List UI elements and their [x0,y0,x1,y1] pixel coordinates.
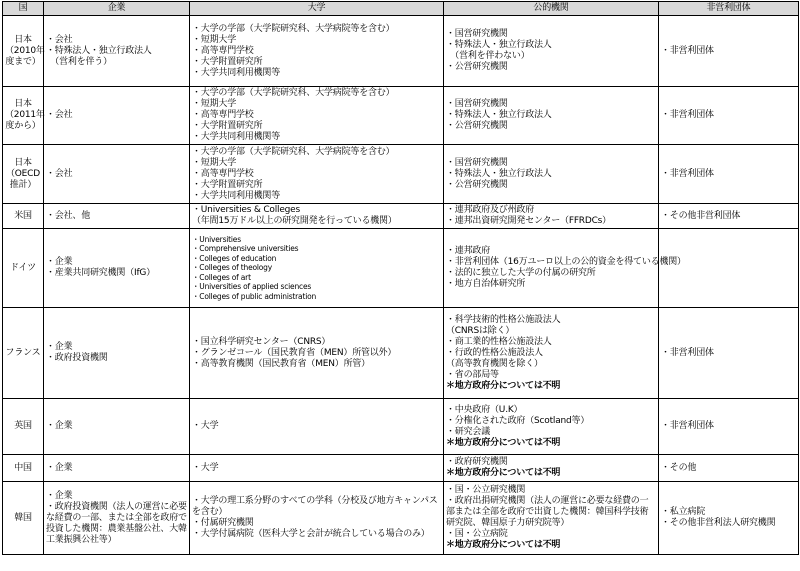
list-item: ・特殊法人・独立行政法人 [46,45,152,56]
country-cell [3,204,44,229]
list-item: ・大学 [192,462,219,473]
public-cell [444,87,659,145]
list-item: ・会社 [46,168,73,179]
list-item: ・大学附置研究所 [192,121,263,131]
public-note: ＊地方政府分については不明 [446,380,561,391]
list-item: ・Colleges of theology [192,263,272,273]
list-item: ・大学の学部（大学院研究科、大学病院等を含む） [192,146,395,157]
list-item: ・会社 [46,110,73,120]
public-cell [444,399,659,455]
list-item: ・Universities & Colleges [192,205,301,215]
list-item: ・特殊法人・独立行政法人 [446,110,552,120]
nonprofit-cell [659,16,799,87]
public-note: ＊地方政府分については不明 [446,540,561,550]
country-cell [3,87,44,145]
list-item: ・産業共同研究機関（IfG） [46,268,155,278]
list-item: （営利を伴う） [46,56,112,67]
list-item: ・法的に独立した大学の付属の研究所 [446,268,596,278]
list-item: ・連邦政府及び州政府 [446,205,535,215]
table-row [3,16,799,87]
list-item: ・Universities [192,234,241,244]
rd-sector-comparison-table [2,1,799,555]
header-public: 公的機関 [444,2,659,16]
list-item: ・企業 [46,421,73,431]
list-item: ・大学附置研究所 [192,179,263,190]
list-item: ・高等専門学校 [192,168,254,179]
list-item: （年間15万ドル以上の研究開発を行っている機関） [192,216,397,226]
list-item: ・大学付属病院（医科大学と会計が統合している場合のみ） [192,529,430,539]
university-cell [190,204,444,229]
public-cell [444,204,659,229]
list-item: ・分権化された政府（Scotland等） [446,415,590,426]
country-text: （OECD [6,168,40,179]
list-item: ・Colleges of public administration [192,291,317,301]
list-item: ・グランゼコール（国民教育省（MEN）所管以外） [192,347,397,358]
list-item: ・公営研究機関 [446,121,508,131]
list-item: ・大学の学部（大学院研究科、大学病院等を含む） [192,23,395,34]
country-text: 日本 [14,34,32,45]
country-text: ドイツ [10,262,36,273]
list-item: ・中央政府（U.K） [446,404,523,415]
list-item: ・Colleges of art [192,272,251,282]
list-item: ・大学附置研究所 [192,56,263,67]
list-item: ・付属研究機関 [192,518,254,528]
country-text: 米国 [14,210,32,221]
list-item: ・非営利団体 [661,45,714,56]
list-item: ・国・公立病院 [446,529,508,539]
public-cell [444,145,659,204]
list-item: ・短期大学 [192,99,237,109]
list-item: ・政府投資機関 [46,353,108,363]
list-item: ・科学技術的性格公施設法人 [446,314,561,325]
list-item: ・その他非営利団体 [661,210,741,221]
public-cell [444,16,659,87]
list-item: ・その他非営利法人研究機関 [661,518,776,528]
list-item: ・高等専門学校 [192,110,254,120]
list-item: ・高等教育機関（国民教育省（MEN）所管） [192,358,370,369]
list-item: ・連邦出資研究開発センター（FFRDCs） [446,216,611,226]
list-item: ・国営研究機関 [446,157,508,168]
table-row [3,482,799,555]
list-item: ・短期大学 [192,157,237,168]
public-cell [444,308,659,399]
list-item: （高等教育機関を除く） [446,358,543,369]
table-row [3,229,799,308]
list-item: ・大学の学部（大学院研究科、大学病院等を含む） [192,88,395,98]
public-cell [444,482,659,555]
list-item: ・地方自治体研究所 [446,279,526,289]
university-cell [190,399,444,455]
list-item: ・Colleges of education [192,253,277,263]
nonprofit-cell [659,204,799,229]
university-cell [190,229,444,308]
nonprofit-cell [659,455,799,482]
company-cell [44,399,190,455]
country-cell [3,399,44,455]
company-cell [44,308,190,399]
company-cell [44,482,190,555]
list-item: ・国・公立研究機関 [446,485,526,495]
list-item: ・国営研究機関 [446,29,508,39]
list-item: ・非営利団体（16万ユーロ以上の公的資金を得ている機関） [446,257,686,267]
company-cell [44,229,190,308]
country-cell [3,308,44,399]
list-item: ・企業 [46,257,73,267]
list-item: ・特殊法人・独立行政法人 [446,168,552,179]
list-item: ・企業 [46,462,73,473]
list-item: ・特殊法人・独立行政法人 [446,40,552,50]
list-item: ・非営利団体 [661,168,714,179]
country-text: （2010年 [5,45,45,56]
university-cell [190,455,444,482]
list-item: ・大学共同利用機関等 [192,132,281,142]
nonprofit-cell [659,482,799,555]
country-cell [3,482,44,555]
header-nonprofit: 非営利団体 [659,2,799,16]
list-item: ・会社 [46,34,73,45]
university-cell [190,16,444,87]
public-note: ＊地方政府分については不明 [446,468,561,478]
public-cell [444,229,686,308]
table-row [3,204,799,229]
table-row [3,399,799,455]
list-item: ・商工業的性格公施設法人 [446,336,552,347]
country-text: 度まで） [5,56,41,67]
list-item: ・大学 [192,421,219,431]
list-item: ・国営研究機関 [446,99,508,109]
list-item: ・企業 [46,342,73,352]
list-item: ・研究会議 [446,426,491,437]
list-item: ・国立科学研究センター（CNRS） [192,336,331,347]
list-item: ・省の部局等 [446,369,499,380]
header-company: 企業 [44,2,190,16]
list-item: ・政府研究機関 [446,457,508,467]
nonprofit-cell [659,229,799,308]
list-item: ・高等専門学校 [192,45,254,56]
table-row [3,455,799,482]
table-row [3,145,799,204]
country-text: フランス [5,347,41,358]
company-cell [44,204,190,229]
country-text: 日本 [14,157,32,168]
company-cell [44,16,190,87]
list-item: ・私立病院 [661,507,706,517]
nonprofit-cell [659,308,799,399]
list-item: ・大学共同利用機関等 [192,190,281,201]
company-cell [44,145,190,204]
list-item: ・企業 [46,490,73,501]
list-item: ・非営利団体 [661,347,714,358]
public-cell [444,455,659,482]
country-cell [3,16,44,87]
nonprofit-cell [659,399,799,455]
list-item: ・非営利団体 [661,421,714,431]
list-item: ・政府出捐研究機関（法人の運営に必要な経費の一部または全部を政府で出資した機関：韓国科学技術研究院、韓国原子力研究院等） [446,496,649,528]
nonprofit-cell [659,87,799,145]
company-cell [44,87,190,145]
public-note: ＊地方政府分については不明 [446,437,561,448]
list-item: ・その他 [661,462,697,473]
table-row [3,308,799,399]
header-row [3,2,799,16]
list-item: ・公営研究機関 [446,179,508,190]
list-item: ・非営利団体 [661,110,714,120]
country-cell [3,145,44,204]
list-item: ・政府投資機関（法人の運営に必要な経費の一部、または全部を政府で投資した機関：農業基盤公社、大韓工業振興公社等） [46,501,187,545]
list-item: ・短期大学 [192,34,237,45]
list-item: ・大学共同利用機関等 [192,67,281,78]
country-text: 推計） [9,179,37,190]
university-cell [190,145,444,204]
list-item: ・連邦政府 [446,246,491,256]
header-country: 国 [3,2,44,16]
company-cell [44,455,190,482]
nonprofit-cell [659,145,799,204]
country-text: 英国 [14,421,32,431]
country-text: （2011年 [5,110,45,120]
header-university: 大学 [190,2,444,16]
list-item: （CNRSは除く） [446,325,515,336]
list-item: （営利を伴わない） [446,51,530,61]
university-cell [190,87,444,145]
country-cell [3,455,44,482]
country-text: 日本 [14,99,32,109]
list-item: ・大学の理工系分野のすべての学科（分校及び地方キャンパスを含む） [192,496,438,517]
country-text: 度から） [5,121,41,131]
country-cell [3,229,44,308]
list-item: ・行政的性格公施設法人 [446,347,543,358]
list-item: ・公営研究機関 [446,62,508,72]
list-item: ・Comprehensive universities [192,244,299,254]
university-cell [190,482,444,555]
list-item: ・Universities of applied sciences [192,282,312,292]
country-text: 中国 [14,462,32,473]
list-item: ・会社、他 [46,210,91,221]
university-cell [190,308,444,399]
table-row [3,87,799,145]
country-text: 韓国 [14,512,32,523]
